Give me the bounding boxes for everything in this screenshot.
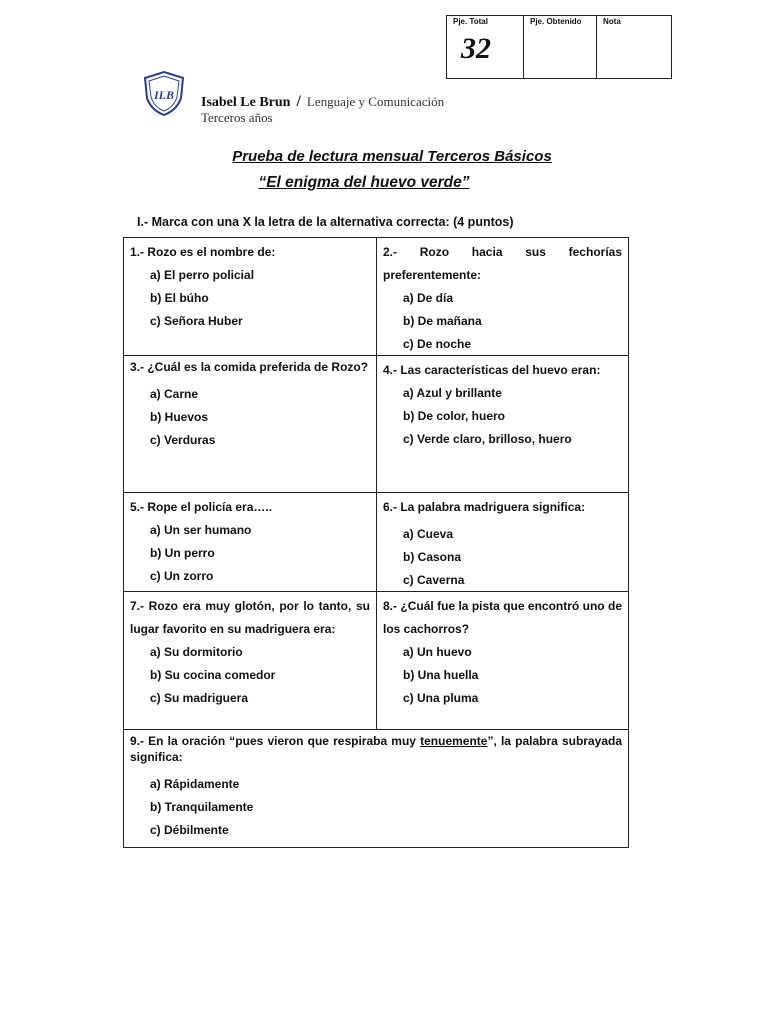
question-text: 2.- Rozo hacia sus fechorías preferentemente: bbox=[383, 245, 622, 282]
option-a[interactable]: a) Un huevo bbox=[403, 645, 472, 659]
question-6 bbox=[376, 493, 628, 591]
obtained-score-label: Pje. Obtenido bbox=[530, 17, 582, 26]
option-a[interactable]: a) Cueva bbox=[403, 527, 454, 541]
question-8 bbox=[376, 592, 628, 729]
option-c[interactable]: c) De noche bbox=[403, 337, 472, 351]
instruction-text: I.- Marca con una X la letra de la alternativa correcta: (4 puntos) bbox=[137, 215, 514, 229]
question-text bbox=[130, 733, 622, 765]
obtained-score-cell[interactable] bbox=[524, 16, 597, 78]
question-text: 7.- Rozo era muy glotón, por lo tanto, su lugar favorito en su madriguera era: bbox=[130, 599, 370, 636]
options-list bbox=[383, 287, 622, 356]
question-7 bbox=[124, 592, 376, 729]
score-box bbox=[446, 15, 672, 79]
option-b[interactable]: b) Una huella bbox=[403, 668, 479, 682]
option-b[interactable]: b) De mañana bbox=[403, 314, 482, 328]
total-score-value: 32 bbox=[461, 32, 491, 65]
options-list bbox=[383, 523, 622, 592]
question-row bbox=[124, 592, 628, 730]
option-c[interactable]: c) Un zorro bbox=[150, 569, 214, 583]
option-b[interactable]: b) De color, huero bbox=[403, 409, 506, 423]
header-slash: / bbox=[296, 93, 301, 110]
grade-cell[interactable] bbox=[597, 16, 671, 78]
school-line bbox=[201, 93, 444, 111]
option-a[interactable]: a) Rápidamente bbox=[150, 777, 240, 791]
question-text-start: 9.- En la oración “pues vieron que respiraba muy bbox=[130, 734, 421, 748]
option-c[interactable]: c) Una pluma bbox=[403, 691, 479, 705]
subject-name: Lenguaje y Comunicación bbox=[306, 94, 445, 109]
option-a[interactable]: a) Un ser humano bbox=[150, 523, 252, 537]
option-a[interactable]: a) El perro policial bbox=[150, 268, 255, 282]
option-b[interactable]: b) Un perro bbox=[150, 546, 215, 560]
question-1 bbox=[124, 238, 376, 355]
option-c[interactable]: c) Caverna bbox=[403, 573, 465, 587]
story-title: “El enigma del huevo verde” bbox=[258, 174, 470, 191]
grade-level: Terceros años bbox=[201, 110, 273, 125]
question-text: 3.- ¿Cuál es la comida preferida de Rozo? bbox=[130, 360, 369, 374]
question-text-end: ”, la palabra subrayada significa: bbox=[130, 734, 623, 764]
questions-table bbox=[123, 237, 629, 848]
question-text: 4.- Las características del huevo eran: bbox=[383, 363, 601, 377]
options-list bbox=[383, 382, 622, 451]
option-a[interactable]: a) De día bbox=[403, 291, 454, 305]
svg-text:ILB: ILB bbox=[153, 88, 175, 102]
option-b[interactable]: b) Casona bbox=[403, 550, 462, 564]
options-list bbox=[130, 519, 370, 588]
option-c[interactable]: c) Verde claro, brilloso, huero bbox=[403, 432, 572, 446]
option-a[interactable]: a) Carne bbox=[150, 387, 199, 401]
options-list bbox=[130, 264, 370, 333]
grade-label: Nota bbox=[603, 17, 621, 26]
option-a[interactable]: a) Azul y brillante bbox=[403, 386, 502, 400]
question-row bbox=[124, 493, 628, 592]
total-score-label: Pje. Total bbox=[453, 17, 488, 26]
question-text: 8.- ¿Cuál fue la pista que encontró uno de los cachorros? bbox=[383, 599, 622, 636]
question-row bbox=[124, 356, 628, 493]
total-score-cell bbox=[447, 16, 524, 78]
question-9 bbox=[124, 730, 628, 847]
question-2 bbox=[376, 238, 628, 355]
options-list bbox=[130, 383, 370, 452]
question-row bbox=[124, 238, 628, 356]
option-c[interactable]: c) Verduras bbox=[150, 433, 216, 447]
school-logo-icon bbox=[141, 70, 187, 116]
options-list bbox=[130, 641, 370, 710]
question-3 bbox=[124, 356, 376, 492]
options-list bbox=[383, 641, 622, 710]
question-4 bbox=[376, 356, 628, 492]
option-b[interactable]: b) Su cocina comedor bbox=[150, 668, 276, 682]
question-row bbox=[124, 730, 628, 847]
page-title: Prueba de lectura mensual Terceros Básicos bbox=[232, 148, 552, 165]
question-text: 5.- Rope el policía era….. bbox=[130, 500, 273, 514]
option-b[interactable]: b) El búho bbox=[150, 291, 209, 305]
option-c[interactable]: c) Débilmente bbox=[150, 823, 229, 837]
question-5 bbox=[124, 493, 376, 591]
option-c[interactable]: c) Señora Huber bbox=[150, 314, 243, 328]
options-list bbox=[130, 773, 622, 842]
option-b[interactable]: b) Huevos bbox=[150, 410, 209, 424]
question-text: 6.- La palabra madriguera significa: bbox=[383, 500, 586, 514]
question-text: 1.- Rozo es el nombre de: bbox=[130, 245, 276, 259]
option-c[interactable]: c) Su madriguera bbox=[150, 691, 249, 705]
option-b[interactable]: b) Tranquilamente bbox=[150, 800, 254, 814]
option-a[interactable]: a) Su dormitorio bbox=[150, 645, 243, 659]
underlined-word: tenuemente bbox=[420, 734, 488, 748]
school-name: Isabel Le Brun bbox=[201, 95, 291, 110]
